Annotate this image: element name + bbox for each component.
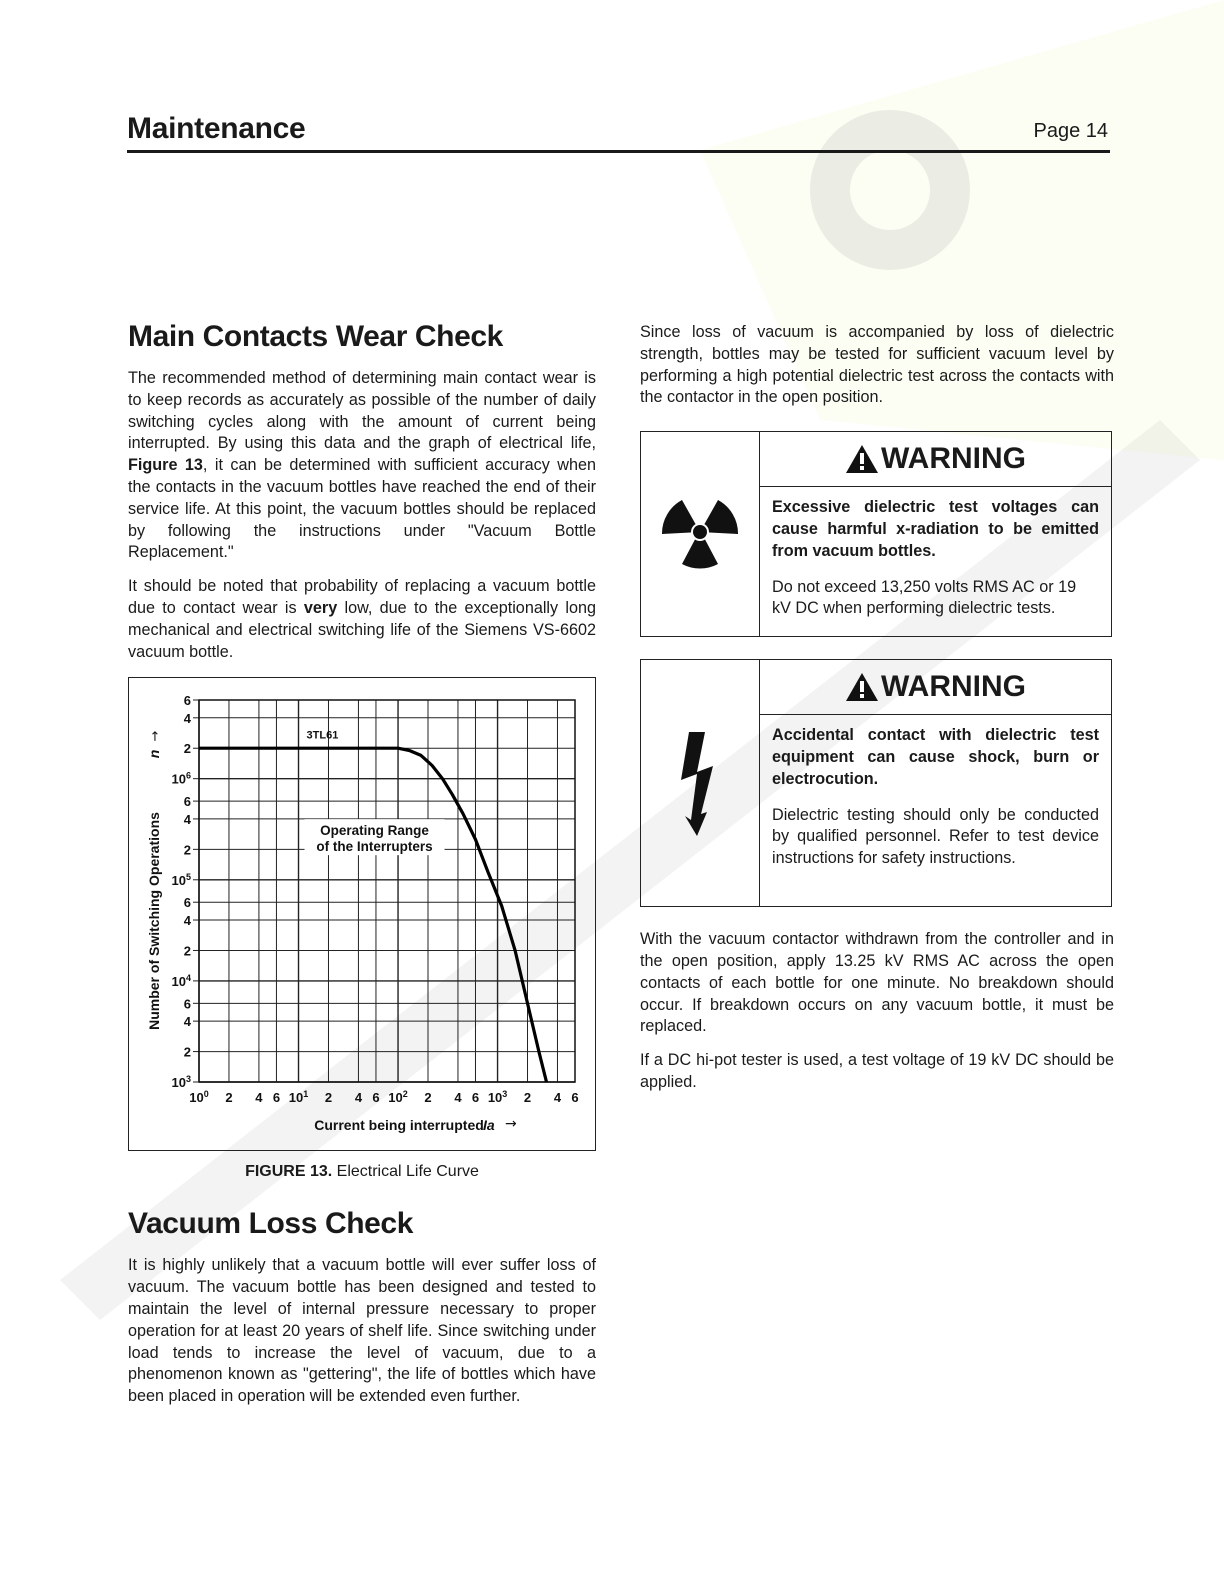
y-tick-label: $10^3$ [171, 1074, 191, 1091]
x-tick-label: 2 [225, 1090, 233, 1106]
y-tick-label: 4 [183, 812, 191, 828]
x-tick-label: 4 [553, 1090, 562, 1106]
y-tick-label: 6 [183, 996, 191, 1012]
warning-triangle-icon [845, 672, 879, 702]
text-run: The recommended method of determining main contact wear is to keep records as accurately as possible of the number of daily switching cycles along with the amount of current being interrupted. By using this data and the graph of electrical life, [128, 369, 596, 453]
x-tick-label: $10^1$ [288, 1089, 309, 1106]
main-contacts-paragraph-1 [128, 368, 596, 564]
hipot-dc-paragraph: If a DC hi-pot tester is used, a test voltage of 19 kV DC should be applied. [640, 1051, 1114, 1091]
warning-title-text: WARNING [881, 442, 1026, 476]
figure-caption-label: FIGURE 13. [245, 1163, 333, 1181]
y-tick-label: 2 [183, 741, 191, 757]
x-tick-label: $10^2$ [388, 1089, 408, 1106]
warning-title-text: WARNING [881, 670, 1026, 704]
vacuum-loss-heading: Vacuum Loss Check [128, 1207, 413, 1241]
figure-caption [128, 1163, 596, 1181]
main-contacts-heading: Main Contacts Wear Check [128, 320, 503, 353]
x-tick-label: 2 [324, 1090, 333, 1106]
y-tick-label: 2 [183, 943, 191, 959]
vacuum-loss-paragraph: It is highly unlikely that a vacuum bottle will ever suffer loss of vacuum. The vacuum bottle has been designed and tested to maintain the level of internal pressure necessary to proper operation for at least 20 years of shelf life. Since switching under load tends to increase the level of vacuum, due to a phenomenon known as "gettering", the life of bottles which have been placed in operation will be extended even further. [128, 1256, 596, 1406]
x-tick-label: 4 [255, 1090, 263, 1106]
y-tick-label: $10^6$ [171, 771, 191, 788]
region-label-line2: of the Interrupters [316, 839, 433, 855]
y-tick-label: 6 [183, 693, 191, 709]
radiation-icon [654, 492, 746, 576]
warning-instruction-text: Do not exceed 13,250 volts RMS AC or 19 kV DC when performing dielectric tests. [772, 577, 1077, 618]
x-axis-symbol: Ia [483, 1117, 495, 1134]
x-tick-label: $10^3$ [487, 1089, 508, 1106]
x-tick-label: 2 [523, 1090, 532, 1106]
y-tick-label: 4 [183, 1014, 191, 1030]
header-divider [127, 150, 1110, 153]
x-tick-label: 6 [372, 1090, 380, 1106]
warning-bold-text: Accidental contact with dielectric test equipment can cause shock, burn or electrocution. [772, 726, 1099, 788]
lightning-bolt-icon [675, 728, 725, 838]
figure-13-box [128, 677, 596, 1151]
warning-title [760, 432, 1111, 487]
y-axis-symbol: n [146, 750, 162, 759]
y-tick-label: 6 [183, 794, 191, 810]
x-tick-label: 6 [272, 1090, 281, 1106]
warning-title [760, 660, 1111, 715]
y-tick-label: $10^4$ [171, 973, 191, 990]
y-tick-label: 2 [183, 1044, 191, 1060]
x-tick-label: $10^0$ [189, 1089, 209, 1106]
page-number: Page 14 [1033, 120, 1108, 142]
warning-bold-text: Excessive dielectric test voltages can cause harmful x-radiation to be emitted from vacuum bottles. [772, 498, 1099, 560]
warning-text-cell [760, 432, 1111, 636]
x-tick-label: 4 [354, 1090, 363, 1106]
x-tick-label: 6 [471, 1090, 480, 1106]
warning-instruction-text: Dielectric testing should only be conducted by qualified personnel. Refer to test device instructions for safety instructions. [772, 805, 1099, 868]
warning-box-shock [640, 659, 1112, 907]
main-contacts-paragraph-2 [128, 576, 596, 663]
emphasis: very [303, 598, 338, 617]
plot-border [199, 700, 575, 1082]
warning-text-cell [760, 660, 1111, 906]
warning-box-radiation [640, 431, 1112, 637]
y-axis-arrow-icon: → [148, 730, 163, 742]
warning-icon-cell [641, 432, 760, 636]
hipot-ac-paragraph: With the vacuum contactor withdrawn from the controller and in the open position, apply 13.25 kV RMS AC across the open contacts of each bottle for one minute. No breakdown should occur. If breakdown occurs on any vacuum bottle, it must be replaced. [640, 930, 1114, 1036]
warning-body [760, 715, 1111, 880]
y-tick-label: 4 [183, 711, 191, 727]
warning-body [760, 487, 1111, 630]
y-tick-label: $10^5$ [171, 872, 191, 889]
figure-reference: Figure 13 [128, 456, 203, 475]
x-tick-label: 6 [571, 1090, 579, 1106]
y-axis-label: Number of Switching Operations [146, 812, 162, 1031]
electrical-life-chart [129, 678, 595, 1150]
right-column [640, 322, 1114, 1106]
y-tick-label: 2 [183, 842, 191, 858]
text-run: low, due to the exceptionally long mechanical and electrical switching life of the Siemens VS-6602 vacuum bottle. [128, 598, 596, 661]
y-tick-label: 4 [183, 913, 191, 929]
curve-label: 3TL61 [306, 729, 339, 742]
header-title: Maintenance [127, 112, 306, 145]
warning-triangle-icon [845, 444, 879, 474]
dielectric-intro-paragraph: Since loss of vacuum is accompanied by loss of dielectric strength, bottles may be tested for sufficient vacuum level by performing a high potential dielectric test across the contacts with the contactor in the open position. [640, 323, 1114, 407]
warning-icon-cell [641, 660, 760, 906]
text-run: It should be noted that probability of replacing a vacuum bottle due to contact wear is [128, 577, 596, 617]
life-curve-3tl61 [199, 749, 547, 1083]
figure-caption-text: Electrical Life Curve [332, 1163, 479, 1181]
x-tick-label: 2 [424, 1090, 432, 1106]
text-run: , it can be determined with sufficient accuracy when the contacts in the vacuum bottles have reached the end of their service life. At this point, the vacuum bottles should be replaced by following the instructions under "Vacuum Bottle Replacement." [128, 456, 596, 562]
x-tick-label: 4 [454, 1090, 462, 1106]
x-axis-arrow-icon: → [505, 1116, 517, 1133]
left-column [128, 320, 596, 1420]
region-label-line1: Operating Range [320, 823, 429, 839]
x-axis-label: Current being interrupted [314, 1117, 484, 1134]
y-tick-label: 6 [183, 895, 191, 911]
